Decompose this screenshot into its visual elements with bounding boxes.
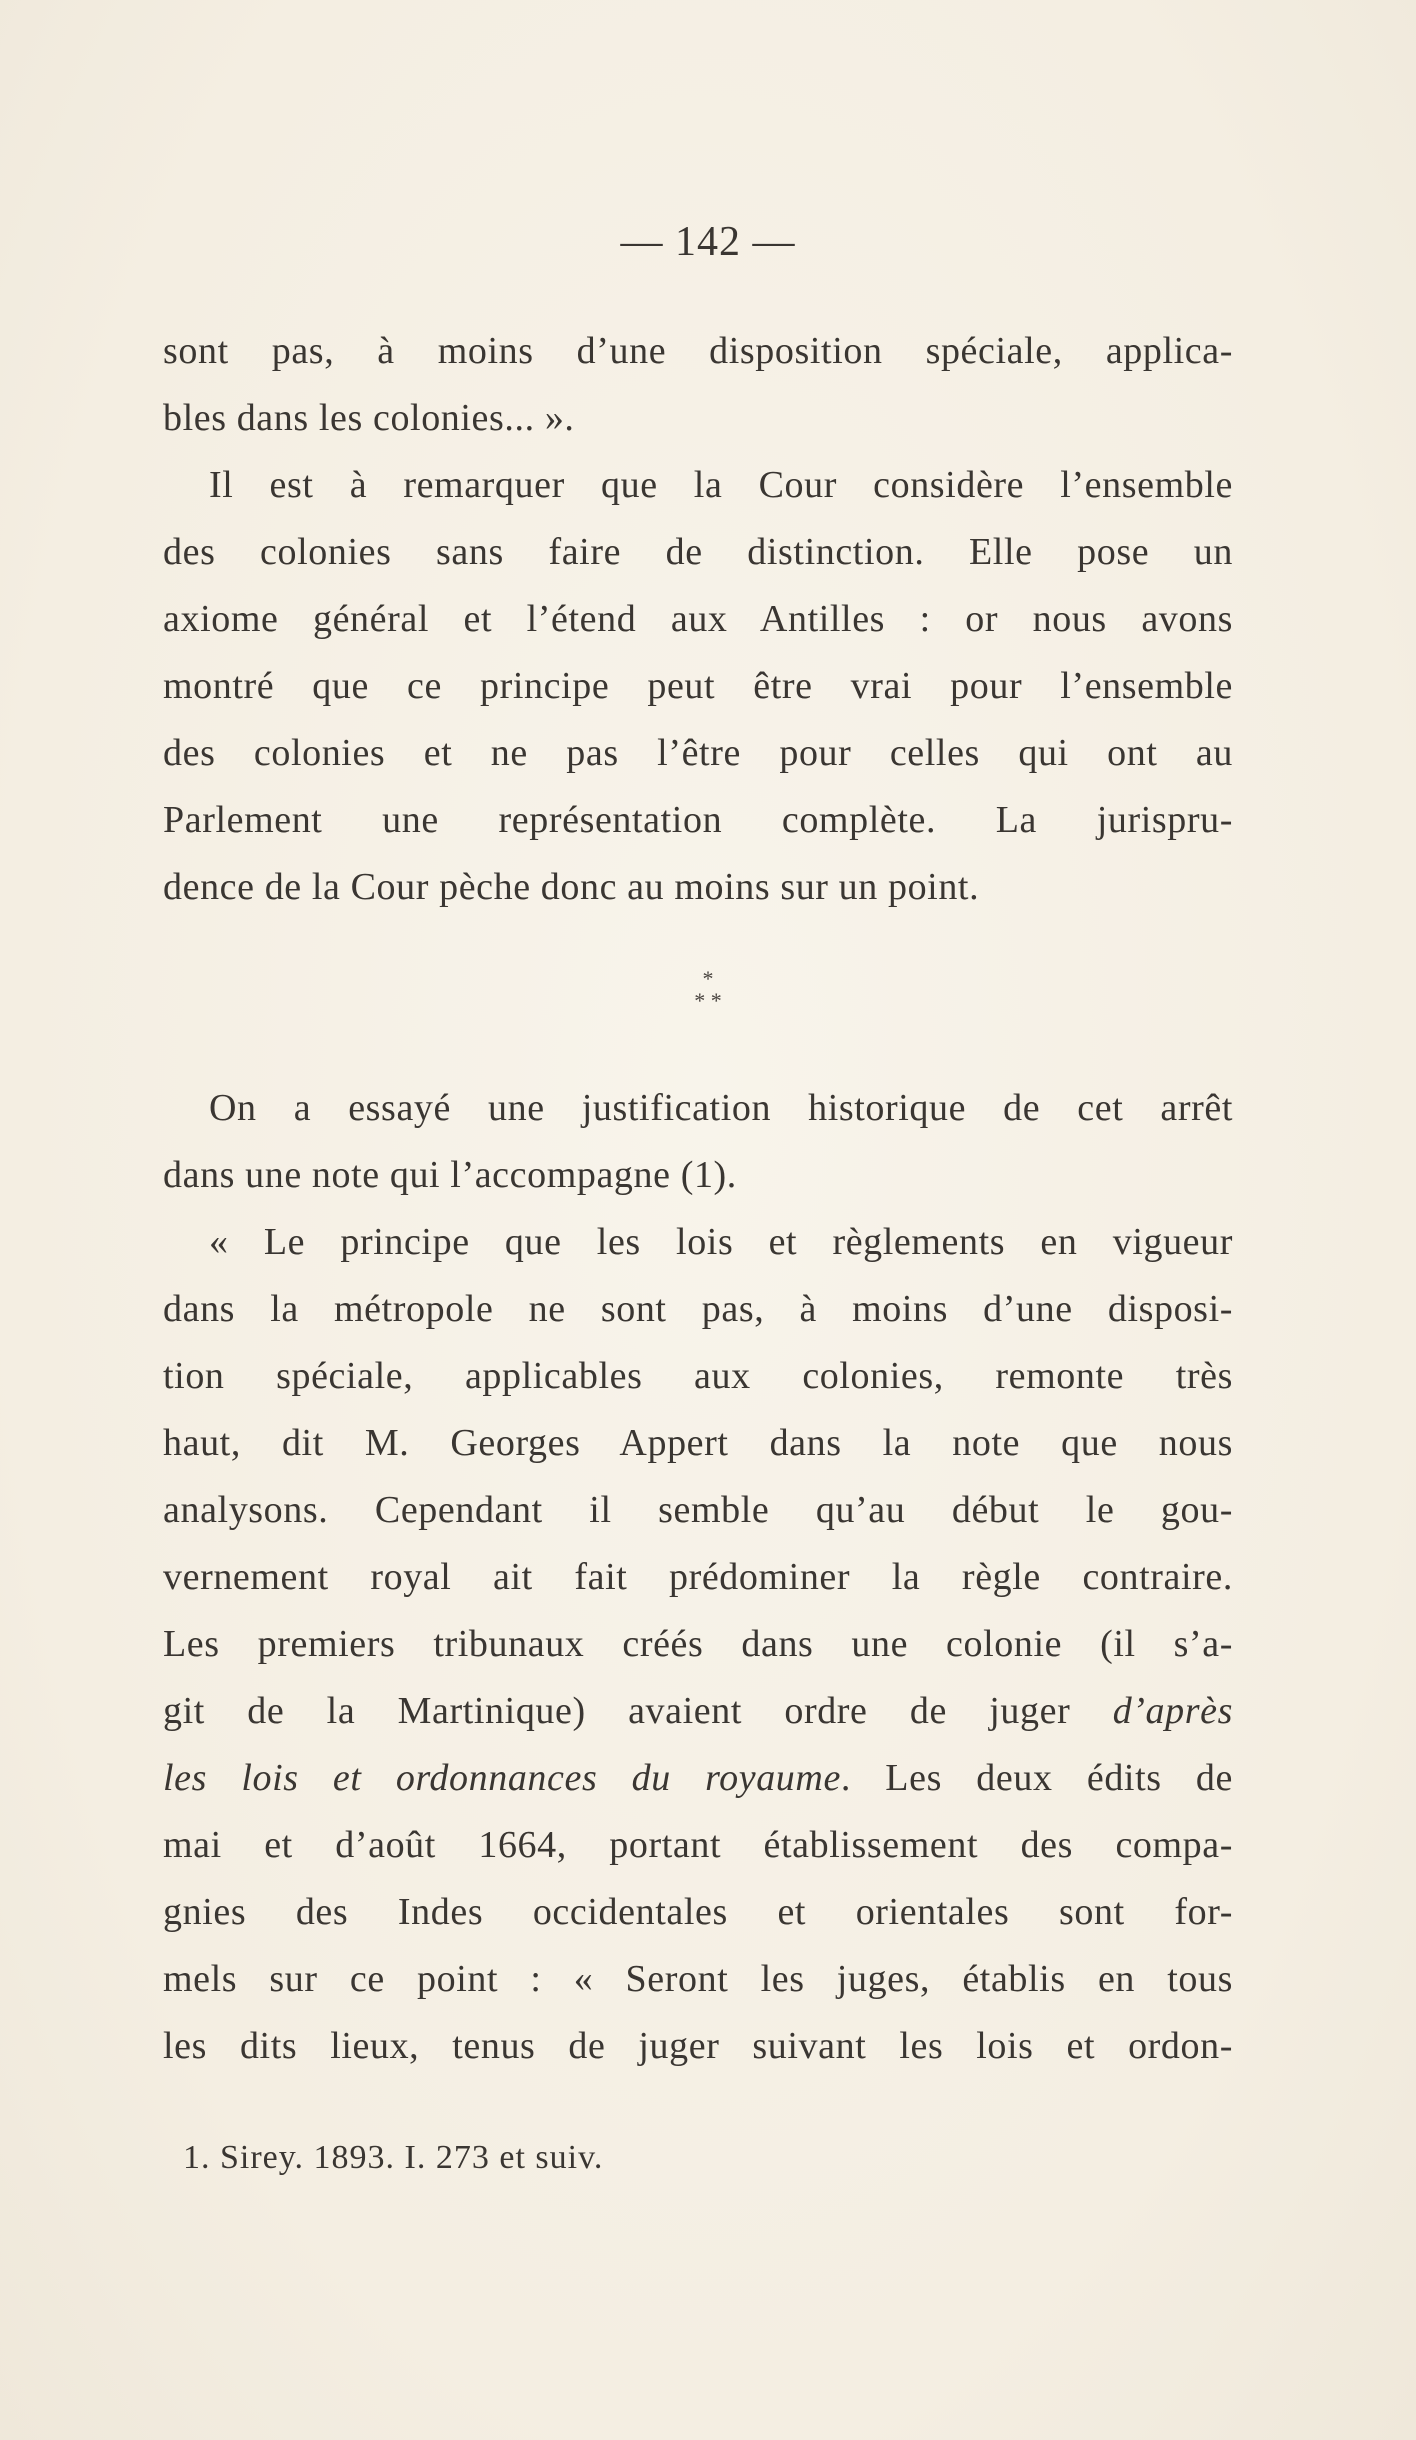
section-separator-asterism (0, 968, 1416, 1012)
text-line: montré que ce principe peut être vrai pour l’ensemble (163, 665, 1233, 707)
text-segment: git de la Martinique) avaient ordre de juger (163, 1690, 1113, 1732)
page-number: — 142 — (620, 219, 796, 265)
text-line: On a essayé une justification historique de cet arrêt (209, 1087, 1233, 1129)
asterism-bottom: * * (694, 988, 722, 1013)
text-line: dans la métropole ne sont pas, à moins d’une disposi- (163, 1288, 1233, 1330)
text-line: mels sur ce point : « Seront les juges, établis en tous (163, 1958, 1233, 2000)
text-line: haut, dit M. Georges Appert dans la note que nous (163, 1422, 1233, 1464)
body-text-top (163, 318, 1233, 921)
text-line: analysons. Cependant il semble qu’au début le gou- (163, 1489, 1233, 1531)
text-line (163, 1678, 1233, 1745)
text-line: axiome général et l’étend aux Antilles : or nous avons (163, 598, 1233, 640)
text-line: gnies des Indes occidentales et orientales sont for- (163, 1891, 1233, 1933)
text-segment: . Les deux édits de (840, 1757, 1233, 1799)
text-line: bles dans les colonies... ». (163, 397, 575, 439)
body-text-bottom (163, 1075, 1233, 2080)
italic-text: les lois et ordonnances du royaume (163, 1757, 841, 1799)
text-line: dans une note qui l’accompagne (1). (163, 1154, 737, 1196)
text-line: mai et d’août 1664, portant établissement des compa- (163, 1824, 1233, 1866)
italic-text: d’après (1112, 1690, 1233, 1732)
asterism-top: * (702, 966, 714, 991)
text-line (163, 1745, 1233, 1812)
text-line: les dits lieux, tenus de juger suivant les lois et ordon- (163, 2025, 1233, 2067)
text-line: des colonies et ne pas l’être pour celles qui ont au (163, 732, 1233, 774)
text-line: sont pas, à moins d’une disposition spéciale, applica- (163, 330, 1233, 372)
text-line: tion spéciale, applicables aux colonies, remonte très (163, 1355, 1233, 1397)
text-line: vernement royal ait fait prédominer la règle contraire. (163, 1556, 1233, 1598)
text-line: « Le principe que les lois et règlements en vigueur (209, 1221, 1233, 1263)
text-line: des colonies sans faire de distinction. Elle pose un (163, 531, 1233, 573)
text-line: dence de la Cour pèche donc au moins sur un point. (163, 866, 980, 908)
text-line: Il est à remarquer que la Cour considère l’ensemble (209, 464, 1233, 506)
text-line: Parlement une représentation complète. La jurispru- (163, 799, 1233, 841)
footnote: 1. Sirey. 1893. I. 273 et suiv. (183, 2139, 604, 2176)
text-line: Les premiers tribunaux créés dans une colonie (il s’a- (163, 1623, 1233, 1665)
